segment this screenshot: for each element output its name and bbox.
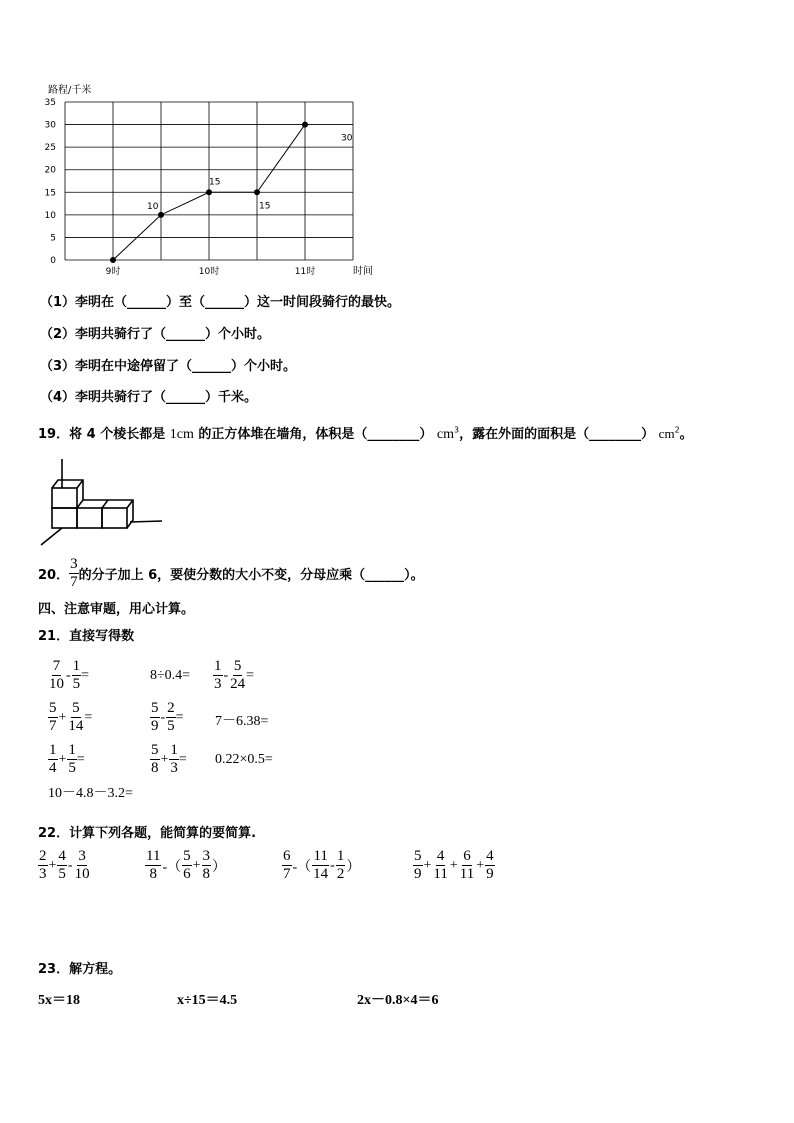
num: 3 <box>202 848 211 864</box>
num: 1 <box>170 742 178 758</box>
den: 8 <box>151 760 159 776</box>
num: 4 <box>58 848 66 864</box>
operator: - <box>66 667 71 683</box>
y-tick-label: 30 <box>44 120 56 131</box>
q19-sup2: 2 <box>674 425 680 435</box>
operator: ） <box>346 859 361 875</box>
den: 11 <box>459 866 475 882</box>
operator: + <box>449 857 458 873</box>
q19-end: 。 <box>679 427 693 442</box>
q21-title: 21．直接写得数 <box>38 629 135 644</box>
data-label: 10 <box>147 201 159 212</box>
num: 11 <box>313 848 328 864</box>
den: 6 <box>183 866 191 882</box>
den: 10 <box>74 866 90 882</box>
den: 9 <box>151 718 159 734</box>
den: 5 <box>167 718 175 734</box>
operator: - <box>67 857 73 873</box>
num: 4 <box>486 848 494 864</box>
x-tick-label: 10时 <box>198 267 220 277</box>
num: 5 <box>151 700 159 716</box>
num: 7 <box>52 658 61 674</box>
q21-item-6: 7－6.38= <box>215 714 269 729</box>
operator: -（ <box>162 859 182 875</box>
den: 8 <box>149 866 157 882</box>
num: 1 <box>336 848 345 864</box>
q22-expr-2 <box>145 848 227 883</box>
operator: + <box>160 751 169 767</box>
section-4-heading: 四、注意审题，用心计算。 <box>38 602 195 617</box>
num: 3 <box>78 848 86 864</box>
x-tick-label: 11时 <box>294 267 316 277</box>
equals: = <box>175 709 184 725</box>
q22-expr-1 <box>38 848 91 883</box>
num: 6 <box>463 848 471 864</box>
data-label: 15 <box>209 177 221 188</box>
q23-title: 23．解方程。 <box>38 962 122 977</box>
q21-item-5 <box>150 700 184 735</box>
q21-item-2: 8÷0.4= <box>150 668 191 683</box>
q18-part1: （1）李明在（______）至（______）这一时间段骑行的最快。 <box>40 295 401 310</box>
q21-item-8 <box>150 742 187 777</box>
q23-equation-1: 5x＝18 <box>38 993 80 1008</box>
operator: + <box>423 857 432 873</box>
data-point <box>110 257 116 263</box>
q18-part2: （2）李明共骑行了（______）个小时。 <box>40 327 271 342</box>
num: 5 <box>72 700 80 716</box>
den: 5 <box>58 866 66 882</box>
y-tick-label: 0 <box>50 256 56 266</box>
equals: = <box>178 751 187 767</box>
num: 5 <box>183 848 191 864</box>
q21-item-1 <box>48 658 89 693</box>
q20-text: 的分子加上 6，要使分数的大小不变，分母应乘（______）。 <box>78 568 424 583</box>
y-tick-label: 35 <box>44 98 56 108</box>
q20-fraction <box>69 556 79 591</box>
num: 5 <box>151 742 159 758</box>
q21-item-4 <box>48 700 92 735</box>
q18-part4: （4）李明共骑行了（______）千米。 <box>40 390 258 405</box>
q23-equation-3: 2x－0.8×4＝6 <box>357 993 439 1008</box>
operator: + <box>48 857 57 873</box>
data-point <box>302 122 308 128</box>
den: 9 <box>486 866 494 882</box>
num: 4 <box>436 848 445 864</box>
q20-question <box>38 556 424 591</box>
den: 10 <box>49 676 64 692</box>
operator: + <box>476 857 485 873</box>
q21-item-9: 0.22×0.5= <box>215 752 273 767</box>
q21-item-3 <box>213 658 254 693</box>
den: 7 <box>49 718 57 734</box>
q20-number: 20． <box>38 568 70 583</box>
operator: - <box>160 709 166 725</box>
y-tick-label: 5 <box>50 233 56 244</box>
data-point <box>254 189 260 195</box>
num: 1 <box>72 658 81 674</box>
q19-text3: ，露在外面的面积是（________） <box>459 427 655 442</box>
data-point <box>206 189 212 195</box>
q19-unit: 1cm <box>169 427 194 442</box>
den: 3 <box>214 676 222 692</box>
cubes-in-corner-figure <box>36 455 166 550</box>
data-label: 15 <box>259 201 271 212</box>
num: 5 <box>49 700 57 716</box>
y-tick-label: 20 <box>44 165 56 176</box>
q19-cm3: cm <box>436 427 455 442</box>
den: 14 <box>68 718 84 734</box>
den: 3 <box>39 866 47 882</box>
data-label: 30 <box>341 133 353 144</box>
den: 4 <box>49 760 57 776</box>
den: 11 <box>433 866 448 882</box>
q19-question <box>38 423 693 443</box>
operator: ） <box>212 859 227 875</box>
num: 11 <box>146 848 161 864</box>
y-tick-label: 25 <box>44 143 56 154</box>
num: 5 <box>233 658 242 674</box>
q22-expr-4 <box>413 848 495 883</box>
den: 14 <box>313 866 329 882</box>
den: 3 <box>170 760 178 776</box>
num: 2 <box>39 848 47 864</box>
num: 1 <box>49 742 57 758</box>
q19-cm2: cm <box>658 426 675 441</box>
distance-time-chart <box>40 80 385 280</box>
equals: = <box>246 667 255 683</box>
num: 1 <box>214 658 222 674</box>
num: 6 <box>283 848 291 864</box>
den: 5 <box>68 760 76 776</box>
den: 8 <box>202 866 211 882</box>
q18-part3: （3）李明在中途停留了（______）个小时。 <box>40 359 297 374</box>
operator: + <box>58 709 67 725</box>
q19-text1: 19．将 4 个棱长都是 <box>38 427 166 442</box>
q21-item-10: 10－4.8－3.2= <box>48 786 133 801</box>
x-tick-label: 9时 <box>105 267 121 277</box>
q19-text2: 的正方体堆在墙角，体积是（________） <box>198 427 433 442</box>
den: 5 <box>72 676 81 692</box>
q23-equation-2: x÷15＝4.5 <box>177 993 238 1008</box>
q22-expr-3 <box>282 848 361 883</box>
q21-item-7 <box>48 742 85 777</box>
q19-sup3: 3 <box>454 425 460 435</box>
equals: = <box>81 667 90 683</box>
den: 9 <box>414 866 422 882</box>
num: 2 <box>167 700 175 716</box>
den: 7 <box>283 866 291 882</box>
operator: - <box>330 857 335 873</box>
operator: - <box>223 667 229 683</box>
operator: -（ <box>292 859 312 875</box>
y-tick-label: 10 <box>44 210 56 221</box>
equals: = <box>84 709 93 725</box>
num: 5 <box>414 848 422 864</box>
operator: + <box>58 751 67 767</box>
q20-denominator: 7 <box>70 574 78 590</box>
y-tick-label: 15 <box>44 188 56 199</box>
den: 2 <box>336 866 345 882</box>
data-point <box>158 212 164 218</box>
equals: = <box>76 751 85 767</box>
x-axis-label: 时间 <box>353 266 373 277</box>
operator: + <box>192 857 201 873</box>
y-axis-label: 路程/千米 <box>48 85 92 96</box>
num: 1 <box>68 742 76 758</box>
den: 24 <box>230 676 246 692</box>
q22-title: 22．计算下列各题，能简算的要简算. <box>38 826 257 841</box>
q20-numerator: 3 <box>70 556 78 572</box>
